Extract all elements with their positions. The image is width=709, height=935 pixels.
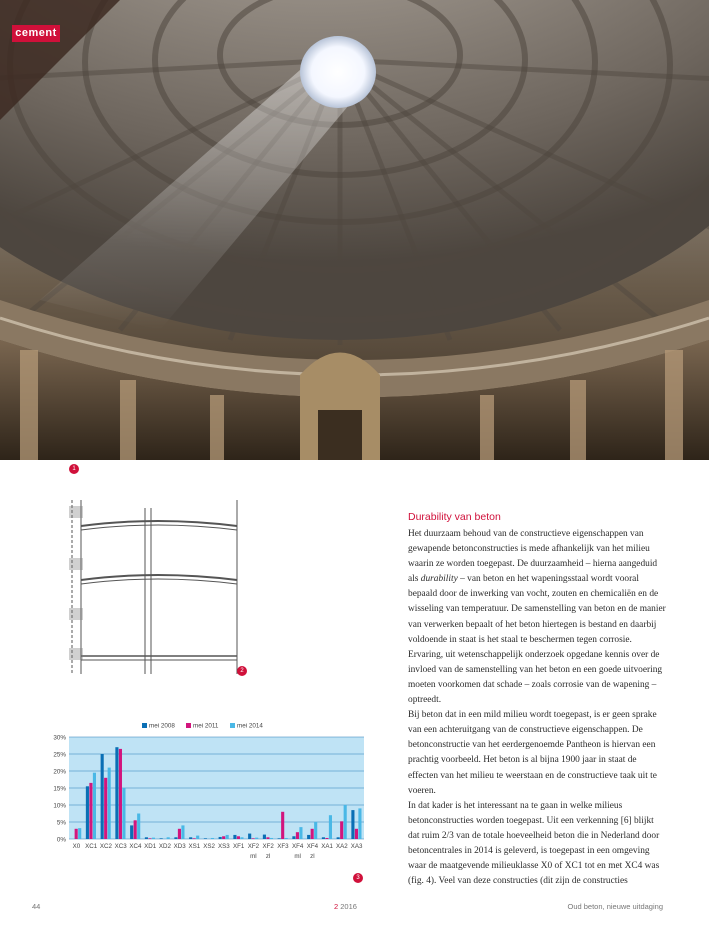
legend-swatch: [142, 723, 147, 728]
bar: [115, 747, 118, 839]
x-tick-label: XF2: [247, 843, 260, 850]
bar: [314, 822, 317, 839]
environment-class-bar-chart: [40, 716, 370, 886]
x-tick-label: XF4: [306, 843, 319, 850]
article-paragraph-2: Bij beton dat in een mild milieu wordt toegepast, is er geen sprake van een achteruitgang van de constructieve eigenschappen. De betonconstructie van het eerdergenoemde Pantheon is hiervan een prachtig voorbeeld. Het beton is al bijna 1900 jaar in staat de effecten van het milieu te weerstaan en de constructieve taak uit te voeren.: [408, 710, 657, 796]
x-tick-label: XC4: [129, 843, 142, 850]
bar: [329, 815, 332, 839]
figure-1-marker: 1: [69, 464, 79, 474]
bar: [355, 829, 358, 839]
bar: [174, 837, 177, 839]
y-tick-label: 15%: [53, 785, 66, 793]
bar: [137, 814, 140, 840]
bar: [211, 838, 214, 839]
x-tick-label: XC3: [114, 843, 127, 850]
article-durability: [408, 510, 666, 889]
bar: [75, 829, 78, 839]
bar: [278, 838, 281, 839]
paragraph-1-text-a: Het duurzaam behoud van de constructieve eigenschappen van gewapende betonconstructies is mede afhankelijk van het milieu waarin ze worden toegepast. De duurzaamheid – hierna aangeduid als: [408, 529, 658, 585]
article-paragraph-3: In dat kader is het interessant na te gaan in welke milieus betonconstructies worden toegepast. Uit een verkenning [6] blijkt dat ruim 2/3 van de totale hoeveelheid beton die in Nederland door betoncentrales in 2014 is geleverd, is toegepast in een omgeving waar de maatgevende milieuklasse X0 of XC1 tot en met XC4 was (fig. 4). Veel van deze constructies (dit zijn de constructies: [408, 800, 660, 887]
bar: [358, 808, 361, 839]
legend-label: mei 2008: [149, 722, 175, 730]
x-tick-sublabel: ml: [294, 853, 301, 860]
bar: [222, 836, 225, 839]
bar: [119, 749, 122, 839]
bar: [193, 838, 196, 839]
bar: [240, 837, 243, 839]
issue-number: 2: [334, 902, 339, 911]
brand-logo: cement: [12, 25, 60, 42]
formwork-section-drawing: [67, 498, 245, 676]
bar: [340, 821, 343, 839]
bar: [78, 828, 81, 839]
bar: [148, 838, 151, 839]
article-paragraph-1: [408, 527, 666, 708]
article-title: Durability van beton: [408, 511, 501, 523]
bar: [178, 829, 181, 839]
bar: [189, 837, 192, 839]
x-tick-label: XF1: [232, 843, 245, 850]
bar: [233, 835, 236, 839]
bar: [322, 837, 325, 839]
x-tick-label: XS1: [188, 843, 201, 850]
y-tick-label: 0%: [56, 836, 66, 844]
bar: [219, 837, 222, 839]
bar: [285, 838, 288, 839]
bar: [266, 837, 269, 839]
x-tick-label: XF3: [277, 843, 289, 850]
x-tick-label: XF2: [262, 843, 274, 850]
x-tick-label: XS3: [218, 843, 230, 850]
issue-indicator: [334, 902, 357, 911]
figure-3-marker: 3: [353, 873, 363, 883]
legend-swatch: [230, 723, 235, 728]
paragraph-1-text-b: – van beton en het wapeningsstaal wordt vooral bepaald door de inwerking van vocht, zouten en chemicaliën en de wisseling van temperatuur. De samenstelling van beton en de manier van verwerken bepaalt of het beton hiertegen is bestand en daarbij voldoende in staat is het staal te beschermen tegen corrosie. Ervaring, uit wetenschappelijk onderzoek opgedane kennis over de invloed van de samenstelling van het beton en een goede uitvoering moeten voorkomen dat schade – zoals corrosie van de wapening – optreedt.: [408, 574, 666, 706]
bar: [344, 805, 347, 839]
bar: [181, 825, 184, 839]
x-tick-sublabel: ml: [250, 853, 257, 860]
x-tick-label: XD3: [173, 843, 186, 850]
bar: [89, 783, 92, 839]
legend-swatch: [186, 723, 191, 728]
bar: [237, 836, 240, 839]
bar: [351, 810, 354, 839]
bar: [299, 827, 302, 839]
x-tick-label: XA2: [336, 843, 348, 850]
y-tick-label: 25%: [53, 751, 66, 759]
x-tick-label: XA3: [350, 843, 363, 850]
y-tick-label: 5%: [56, 819, 66, 827]
figure-2-marker: 2: [237, 666, 247, 676]
bar: [263, 835, 266, 839]
x-tick-label: XC2: [99, 843, 112, 850]
legend-label: mei 2011: [193, 722, 219, 730]
x-tick-label: XF4: [291, 843, 304, 850]
running-title: Oud beton, nieuwe uitdaging: [567, 902, 663, 911]
paragraph-1-emphasis: durability: [420, 574, 458, 585]
bar: [307, 835, 310, 839]
bar: [130, 825, 133, 839]
bar: [93, 773, 96, 839]
page-number: 44: [32, 902, 41, 911]
y-tick-label: 20%: [53, 768, 66, 776]
bar: [204, 838, 207, 839]
bar: [196, 836, 199, 839]
x-tick-label: XC1: [85, 843, 98, 850]
bar: [270, 838, 273, 839]
bar: [292, 836, 295, 839]
x-tick-label: XD2: [158, 843, 171, 850]
bar: [122, 788, 125, 839]
bar: [101, 754, 104, 839]
x-tick-label: XS2: [203, 843, 215, 850]
bar: [296, 832, 299, 839]
y-tick-label: 10%: [53, 802, 66, 810]
y-tick-label: 30%: [53, 734, 66, 742]
bar: [337, 837, 340, 839]
x-tick-label: XA1: [321, 843, 333, 850]
bar: [311, 829, 314, 839]
bar: [226, 835, 229, 839]
bar: [145, 837, 148, 839]
bar: [252, 838, 255, 839]
x-tick-sublabel: zl: [265, 853, 271, 860]
x-tick-label: X0: [72, 843, 81, 850]
legend-label: mei 2014: [237, 722, 263, 730]
bar: [325, 838, 328, 839]
bar: [108, 768, 111, 839]
issue-year: 2016: [340, 902, 357, 911]
bar: [281, 812, 284, 839]
bar: [255, 838, 258, 839]
bar: [167, 837, 170, 839]
pantheon-dome-photo: [0, 0, 709, 460]
bar: [160, 838, 163, 839]
bar: [152, 838, 155, 839]
x-tick-sublabel: zl: [310, 853, 315, 860]
bar: [104, 778, 107, 839]
bar: [86, 786, 89, 839]
pantheon-illustration: [0, 0, 709, 460]
bar: [134, 820, 137, 839]
x-tick-label: XD1: [144, 843, 157, 850]
bar: [248, 834, 251, 839]
